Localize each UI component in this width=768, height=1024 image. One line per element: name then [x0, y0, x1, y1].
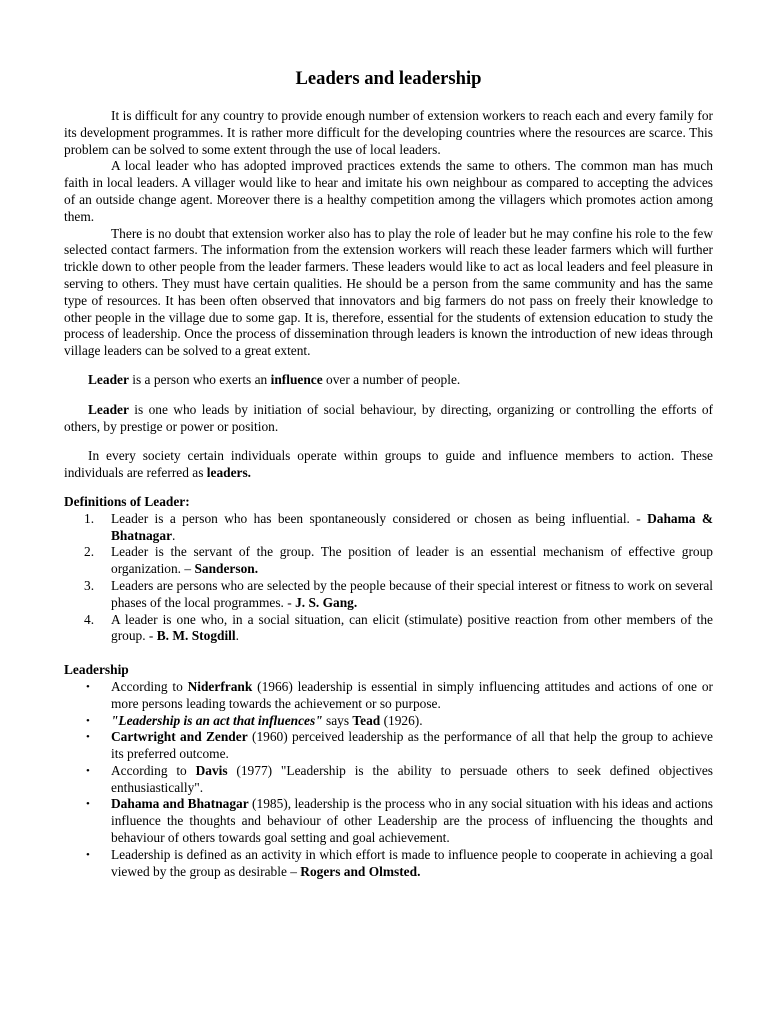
- bullet-icon: •: [86, 764, 90, 777]
- definition-item: 2. Leader is the servant of the group. The position of leader is an essential mechanism of effective group organization. – Sanderson.: [84, 544, 713, 577]
- definition-author: J. S. Gang.: [295, 594, 358, 610]
- document-page: [64, 68, 713, 880]
- bullet-icon: •: [86, 731, 90, 744]
- leadership-quote: "Leadership is an act that influences": [111, 712, 323, 728]
- leaders-paragraph: In every society certain individuals operate within groups to guide and influence members to action. These individuals are referred as leaders.: [64, 448, 713, 481]
- intro-paragraph-1: It is difficult for any country to provide enough number of extension workers to reach each and every family for its development programmes. It is rather more difficult for the developing countries where the resources are scarce. This problem can be solved to some extent through the use of local leaders.: [64, 108, 713, 157]
- intro-paragraph-2: A local leader who has adopted improved practices extends the same to others. The common man has much faith in local leaders. A villager would like to hear and imitate his own neighbour as compared to accepting the advices of an outside change agent. Moreover there is a healthy competition among the villagers which promotes action among them.: [64, 158, 713, 224]
- term-leaders: leaders.: [206, 465, 252, 481]
- leadership-item: • Cartwright and Zender (1960) perceived leadership as the performance of all that help the group to achieve its preferred outcome.: [86, 729, 714, 762]
- term-leader: Leader: [88, 401, 129, 417]
- definitions-list: [64, 511, 713, 645]
- term-leader: Leader: [88, 371, 129, 387]
- definition-author: Sanderson.: [194, 561, 259, 577]
- intro-paragraph-3: There is no doubt that extension worker also has to play the role of leader but he may confine his role to the few selected contact farmers. The information from the extension workers will reach these leader farmers which will further trickle down to other people from the leader farmers. These leaders would like to act as local leaders and feel pleasure in serving to others. They must have certain qualities. He should be a person from the same community and has the same type of resources. It has been often observed that innovators and big farmers do not pass on freely their knowledge to other people in the village due to some gap. It is, therefore, essential for the students of extension education to study the process of leadership. Once the process of dissemination through leaders is known the introduction of new ideas through village leaders can be solved to a great extent.: [64, 225, 713, 359]
- definition-item: 4. A leader is one who, in a social situation, can elicit (stimulate) positive reaction from other members of the group. - B. M. Stogdill.: [84, 611, 713, 644]
- definitions-heading: Definitions of Leader:: [64, 493, 190, 509]
- leader-definition-paragraph-2: Leader is one who leads by initiation of social behaviour, by directing, organizing or controlling the efforts of others, by prestige or power or position.: [64, 401, 713, 434]
- term-influence: influence: [270, 371, 323, 387]
- leadership-item: • "Leadership is an act that influences" says Tead (1926).: [86, 712, 423, 728]
- leader-definition-paragraph-1: Leader is a person who exerts an influence over a number of people.: [88, 371, 461, 387]
- leadership-item: • According to Niderfrank (1966) leadership is essential in simply influencing attitudes and actions of one or more persons leading towards the achievement or so purpose.: [86, 678, 713, 711]
- definition-item: 1. Leader is a person who has been spontaneously considered or chosen as being influential. - Dahama & Bhatnagar.: [84, 510, 713, 543]
- definition-author: Dahama & Bhatnagar: [111, 510, 713, 543]
- leadership-list: [64, 679, 713, 881]
- bullet-icon: •: [86, 714, 90, 727]
- leadership-item: • Dahama and Bhatnagar (1985), leadership is the process who in any social situation with his ideas and actions influence the thoughts and behaviour of other Leadership are the process of influencing the thoughts and behaviour of others towards goal setting and goal achievement.: [86, 796, 713, 846]
- definition-author: B. M. Stogdill: [156, 628, 236, 644]
- leadership-heading: Leadership: [64, 662, 129, 678]
- leadership-item: • According to Davis (1977) "Leadership is the ability to persuade others to seek defined objectives enthusiastically".: [86, 762, 713, 795]
- bullet-icon: •: [86, 798, 90, 811]
- bullet-icon: •: [86, 680, 90, 693]
- bullet-icon: •: [86, 848, 90, 861]
- page-title: Leaders and leadership: [295, 68, 482, 89]
- leadership-item: • Leadership is defined as an activity in which effort is made to influence people to cooperate in achieving a goal viewed by the group as desirable – Rogers and Olmsted.: [86, 846, 713, 879]
- definition-item: 3. Leaders are persons who are selected by the people because of their special interest or fitness to work on several phases of the local programmes. - J. S. Gang.: [84, 577, 713, 610]
